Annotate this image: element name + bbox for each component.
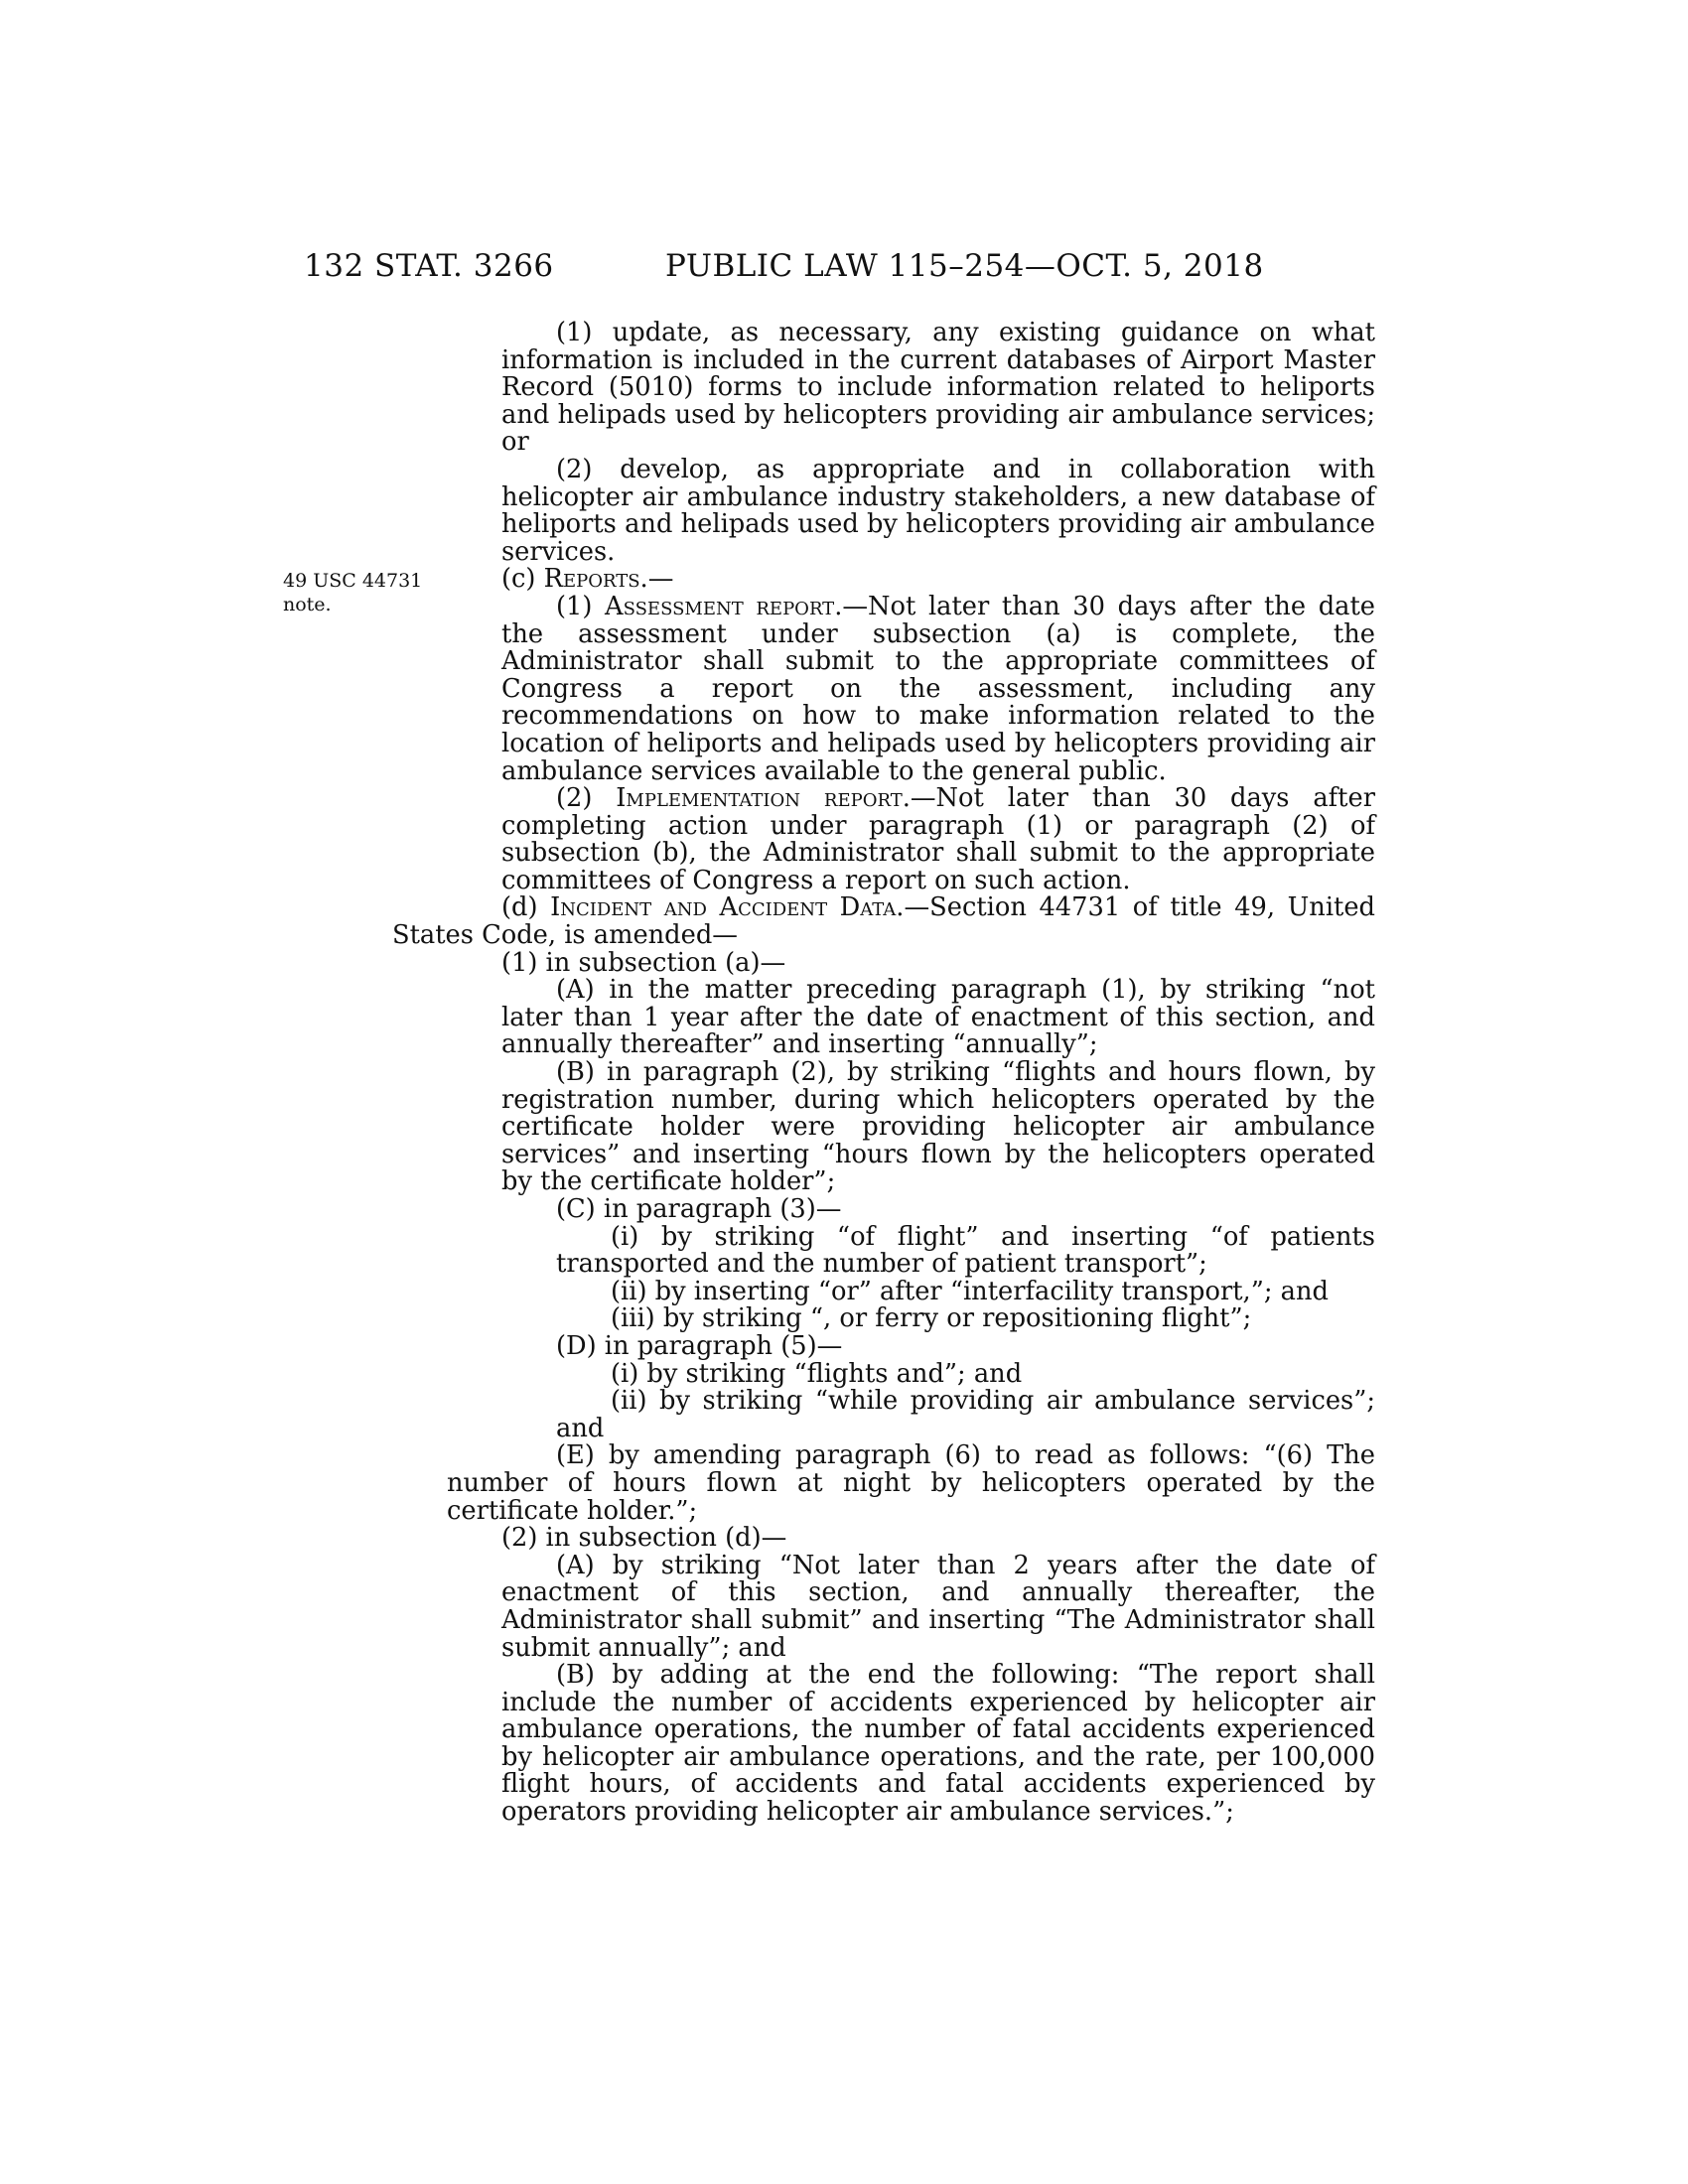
page-header [0,248,1688,288]
paragraph-c1-text: .—Not later than 30 days after the date the assessment under subsection (a) is complete, the Administrator shall submit to the appropriate committees of Congress a report on the assessment, including any recommendations on how to make information related to the location of heliports and helipads used by helicopters providing air ambulance services available to the general public. [501,591,1375,786]
paragraph-c2-title: Implementation report [616,783,903,814]
margin-note-suffix: note. [283,594,332,615]
paragraph-d1Cii: (ii) by inserting “or” after “interfacility transport,”; and [611,1276,1329,1306]
paragraph-b2: (2) develop, as appropriate and in collaboration with helicopter air ambulance industry stakeholders, a new database of heliports and helipads used by helicopters providing air ambulance services. [501,454,1375,567]
paragraph-d2B: (B) by adding at the end the following: “The report shall include the number of accidents experienced by helicopter air ambulance operations, the number of fatal accidents experienced by helicopter air ambulance operations, and the rate, per 100,000 flight hours, of accidents and fatal accidents experienced by operators providing helicopter air ambulance services.”; [501,1660,1375,1828]
paragraph-d2: (2) in subsection (d)— [501,1523,787,1554]
subsection-c-label: (c) [501,564,544,595]
paragraph-d1D: (D) in paragraph (5)— [556,1330,843,1361]
paragraph-c1 [501,591,1375,786]
paragraph-d1Dii: (ii) by striking “while providing air ambulance services”; and [556,1386,1375,1443]
paragraph-c2-label: (2) [556,783,617,814]
margin-note [283,569,422,616]
subsection-d-label: (d) [501,892,551,923]
paragraph-d1Ciii: (iii) by striking “, or ferry or repositioning flight”; [611,1303,1252,1334]
paragraph-d1E: (E) by amending paragraph (6) to read as follows: “(6) The number of hours flown at night by helicopters operated by the certificate holder.”; [447,1440,1375,1526]
paragraph-d1C: (C) in paragraph (3)— [556,1194,842,1224]
paragraph-c2 [501,785,1375,894]
subsection-d [392,894,1375,949]
paragraph-c1-title: Assessment report [605,591,835,621]
margin-note-citation: 49 USC 44731 [283,570,423,592]
statute-page-number: 132 STAT. 3266 [304,248,554,284]
public-law-title: PUBLIC LAW 115–254—OCT. 5, 2018 [665,248,1264,284]
subsection-d-text: .—Section 44731 of title 49, United States Code, is amended— [392,892,1376,951]
subsection-c-dash: .— [639,564,674,595]
subsection-c-heading [501,566,1375,594]
subsection-d-title: Incident and Accident Data [550,892,897,923]
paragraph-d1A: (A) in the matter preceding paragraph (1), by striking “not later than 1 year after the date of enactment of this section, and annually thereafter” and inserting “annually”; [501,975,1375,1060]
paragraph-d1B: (B) in paragraph (2), by striking “flights and hours flown, by registration number, during which helicopters operated by the certificate holder were providing helicopter air ambulance services” and inserting “hours flown by the helicopters operated by the certificate holder”; [501,1057,1375,1197]
paragraph-b1: (1) update, as necessary, any existing guidance on what information is included in the current databases of Airport Master Record (5010) forms to include information related to heliports and helipads used by helicopters providing air ambulance services; or [501,318,1375,458]
subsection-c-title: Reports [543,564,640,595]
paragraph-d2A: (A) by striking “Not later than 2 years after the date of enactment of this section, and annually thereafter, the Administrator shall submit” and inserting “The Administrator shall submit annually”; and [501,1550,1375,1663]
paragraph-c1-label: (1) [556,591,606,621]
document-body [392,318,1376,1828]
paragraph-c2-text: .—Not later than 30 days after completing action under paragraph (1) or paragraph (2) of subsection (b), the Administrator shall submit to the appropriate committees of Congress a report on such action. [501,783,1375,895]
paragraph-d1: (1) in subsection (a)— [501,947,786,978]
paragraph-d1Di: (i) by striking “flights and”; and [611,1358,1023,1389]
paragraph-d1Ci: (i) by striking “of flight” and inserting “of patients transported and the number of patient transport”; [556,1221,1375,1280]
